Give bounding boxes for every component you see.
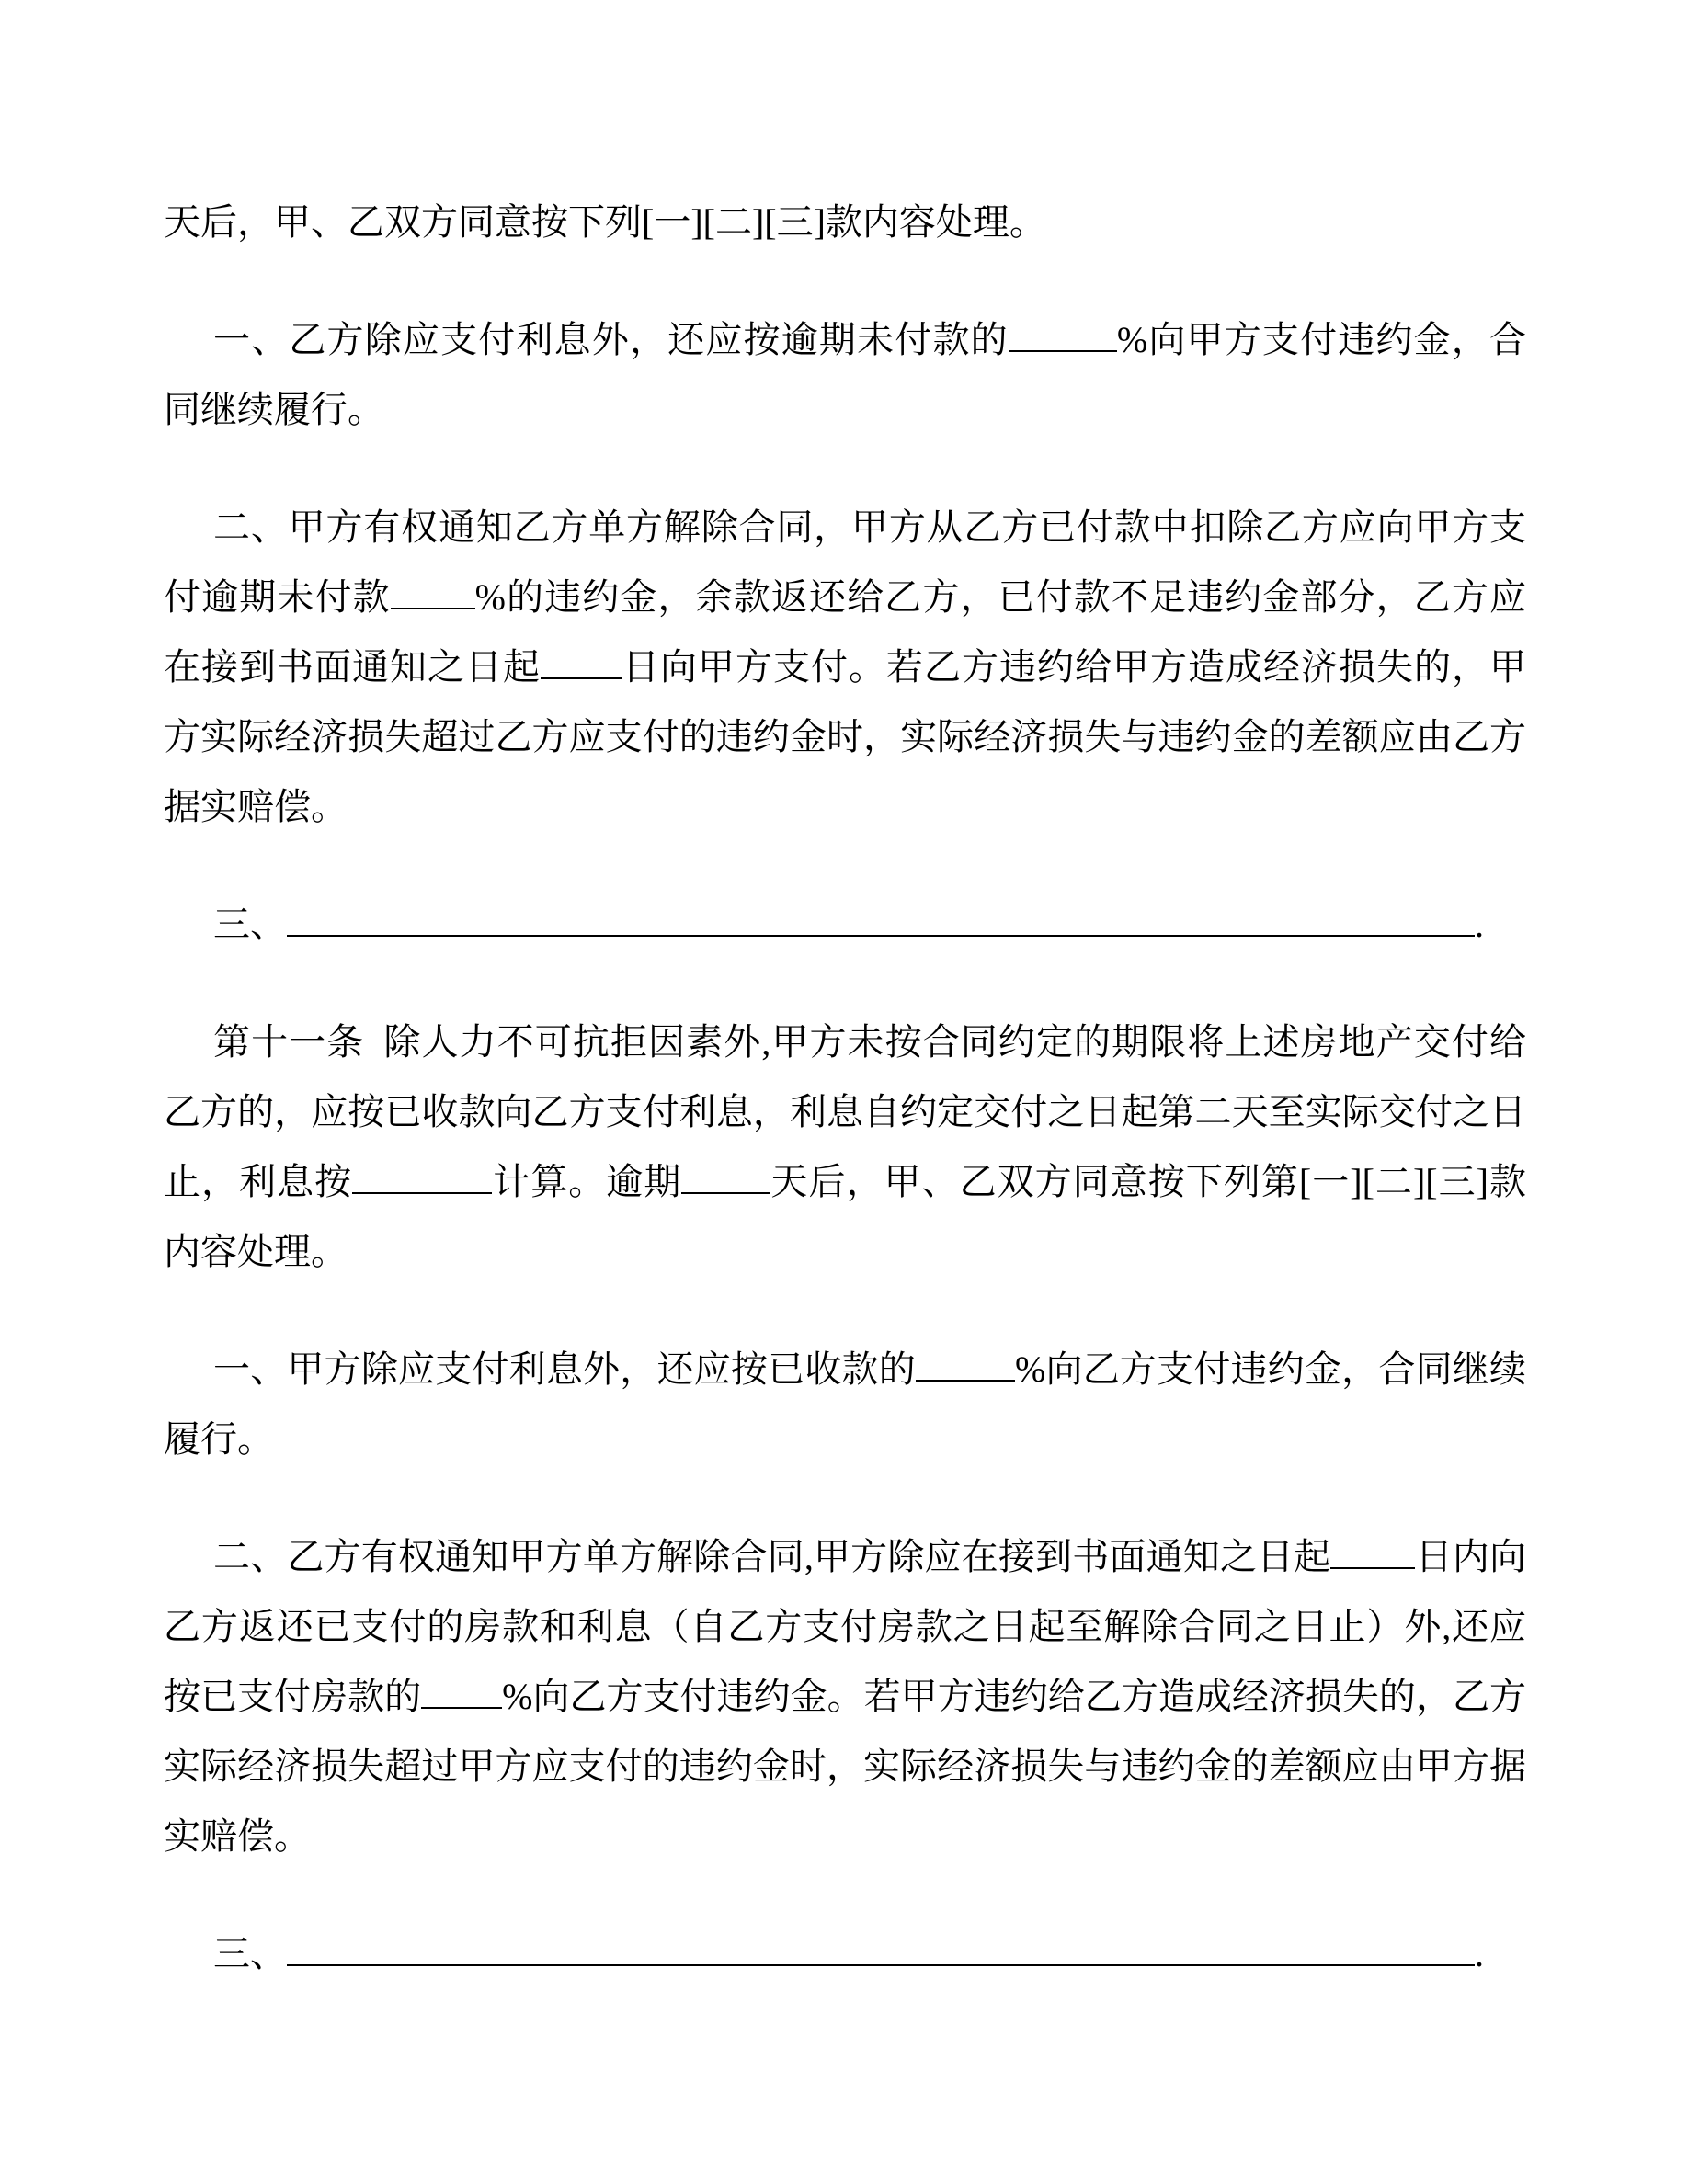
fill-in-blank [916,1374,1015,1382]
fill-in-blank [1009,345,1117,352]
paragraph-text: 三、 [213,904,287,945]
paragraph-text: . [1475,1933,1484,1974]
fill-in-blank [541,672,622,679]
paragraph-text: 二、乙方有权通知甲方单方解除合同,甲方除应在接到书面通知之日起 [213,1536,1331,1577]
fill-in-blank [352,1187,492,1194]
paragraph-text: 日内向乙方返还已支付的房款和利息（自乙方支付房款之日起至解除合同之日止）外,还应按已支付房款的 [164,1536,1527,1717]
paragraph-text: 天后，甲、乙双方同意按下列第[一][二][三]款内容处理。 [164,1161,1527,1272]
fill-in-blank [1330,1562,1415,1569]
paragraph [164,1335,1526,1474]
paragraph-text: 日向甲方支付。若乙方违约给甲方造成经济损失的，甲方实际经济损失超过乙方应支付的违约金时，实际经济损失与违约金的差额应由乙方据实赔偿。 [164,646,1526,827]
paragraph-text: %向乙方支付违约金，合同继续履行。 [164,1348,1526,1460]
paragraph-text: 二、甲方有权通知乙方单方解除合同，甲方从乙方已付款中扣除乙方应向甲方支付逾期未付款 [164,506,1526,618]
paragraph-text: 计算。逾期 [492,1161,682,1202]
fill-in-blank [287,1959,1475,1966]
paragraph [164,493,1526,842]
fill-in-blank [421,1701,502,1709]
paragraph [164,1007,1526,1287]
paragraph-text: 一、甲方除应支付利息外，还应按已收款的 [213,1348,916,1390]
paragraph-text: %的违约金，余款返还给乙方，已付款不足违约金部分，乙方应在接到书面通知之日起 [164,576,1526,688]
fill-in-blank [287,929,1475,937]
paragraph-text: %向乙方支付违约金。若甲方违约给乙方造成经济损失的，乙方实际经济损失超过甲方应支付的违约金时，实际经济损失与违约金的差额应由甲方据实赔偿。 [164,1676,1526,1857]
fill-in-blank [681,1187,770,1194]
paragraph-text: 一、乙方除应支付利息外，还应按逾期未付款的 [213,319,1009,360]
paragraph-text: 三、 [213,1933,287,1974]
paragraph-text: %向甲方支付违约金，合同继续履行。 [164,319,1526,430]
fill-in-blank [391,602,475,609]
contract-body [164,188,1526,1989]
paragraph-text: 第十一条 除人力不可抗拒因素外,甲方未按合同约定的期限将上述房地产交付给乙方的，应按已收款向乙方支付利息，利息自约定交付之日起第二天至实际交付之日止，利息按 [164,1021,1526,1202]
paragraph [164,1919,1526,1989]
paragraph-text: . [1475,904,1484,945]
paragraph [164,188,1526,257]
paragraph [164,890,1526,960]
paragraph [164,1522,1526,1871]
paragraph-text: 天后，甲、乙双方同意按下列[一][二][三]款内容处理。 [164,201,1046,243]
paragraph [164,305,1526,445]
